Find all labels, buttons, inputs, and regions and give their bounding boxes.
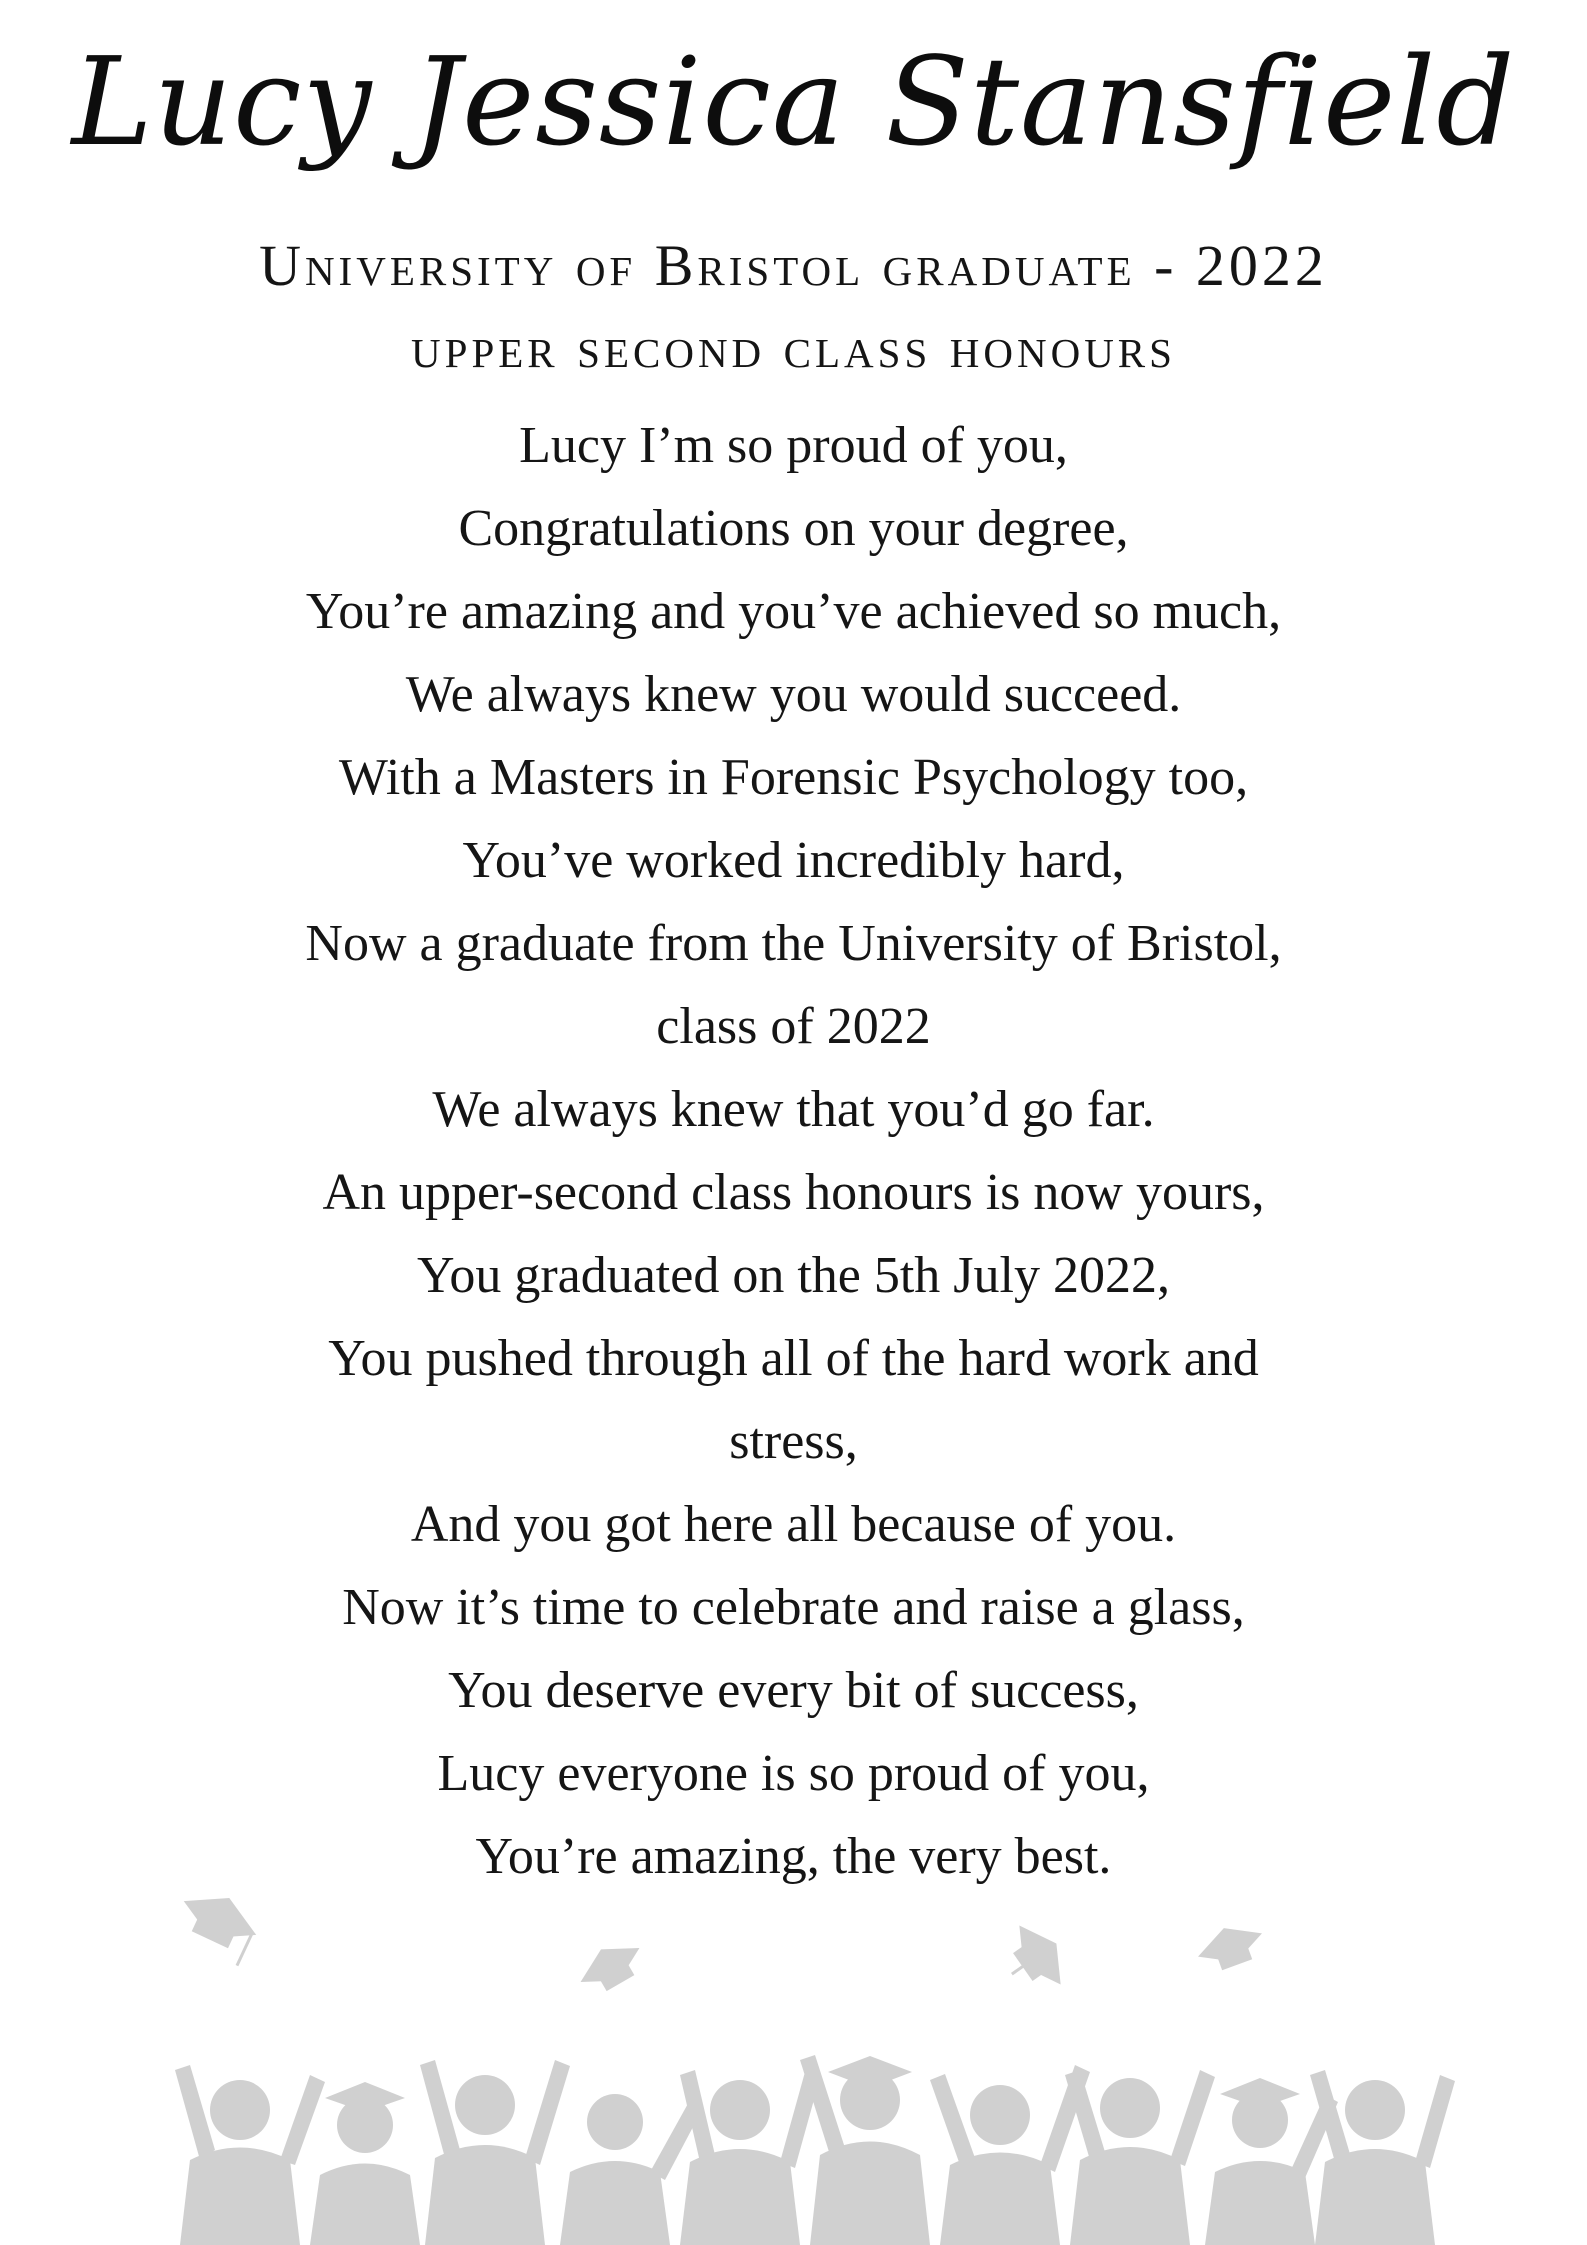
mortarboard-cap-icon — [572, 1932, 650, 2000]
honours-subtitle: upper second class honours — [411, 315, 1176, 380]
mortarboard-cap-icon — [1192, 1916, 1269, 1976]
graduate-silhouette-6 — [800, 2055, 930, 2245]
graduate-silhouette-10 — [1310, 2070, 1455, 2245]
graduate-silhouette-5 — [680, 2070, 820, 2245]
poem-line: With a Masters in Forensic Psychology too, — [338, 749, 1249, 806]
poem-line: You’re amazing, the very best. — [475, 1828, 1112, 1885]
poem-line: You’ve worked incredibly hard, — [462, 832, 1125, 889]
graduate-silhouette-8 — [1065, 2070, 1215, 2245]
poem-body — [140, 404, 1447, 1898]
poem-line: You graduated on the 5th July 2022, — [416, 1247, 1170, 1304]
poem-line: Congratulations on your degree, — [458, 500, 1129, 557]
university-subtitle: University of Bristol graduate - 2022 — [259, 233, 1328, 298]
graduate-silhouette-1 — [175, 2065, 325, 2245]
poem-line: An upper-second class honours is now yours, — [322, 1164, 1265, 1221]
poem-line: Now it’s time to celebrate and raise a glass, — [342, 1579, 1245, 1636]
poem-line: We always knew you would succeed. — [405, 666, 1182, 723]
graduate-name-title: Lucy Jessica Stansfield — [71, 31, 1516, 173]
graduate-silhouette-7 — [930, 2065, 1090, 2245]
graduate-silhouette-2 — [310, 2082, 420, 2245]
poem-line: Lucy I’m so proud of you, — [519, 417, 1068, 474]
poem-line: We always knew that you’d go far. — [432, 1081, 1155, 1138]
poem-line: Lucy everyone is so proud of you, — [437, 1745, 1150, 1802]
mortarboard-cap-icon — [169, 1881, 266, 1967]
graduation-crowd-silhouette-icon — [0, 1860, 1587, 2245]
poem-line: And you got here all because of you. — [410, 1496, 1177, 1553]
poem-line: You deserve every bit of success, — [448, 1662, 1139, 1719]
poem-line: You’re amazing and you’ve achieved so much, — [305, 583, 1282, 640]
graduate-silhouette-4 — [560, 2094, 703, 2245]
poem-line: Now a graduate from the University of Bristol, — [305, 915, 1282, 972]
mortarboard-cap-icon — [992, 1914, 1078, 2004]
poem-line: stress, — [729, 1413, 858, 1470]
poem-line: You pushed through all of the hard work and — [328, 1330, 1259, 1387]
poem-line: class of 2022 — [656, 998, 931, 1055]
graduate-silhouette-3 — [420, 2060, 570, 2245]
